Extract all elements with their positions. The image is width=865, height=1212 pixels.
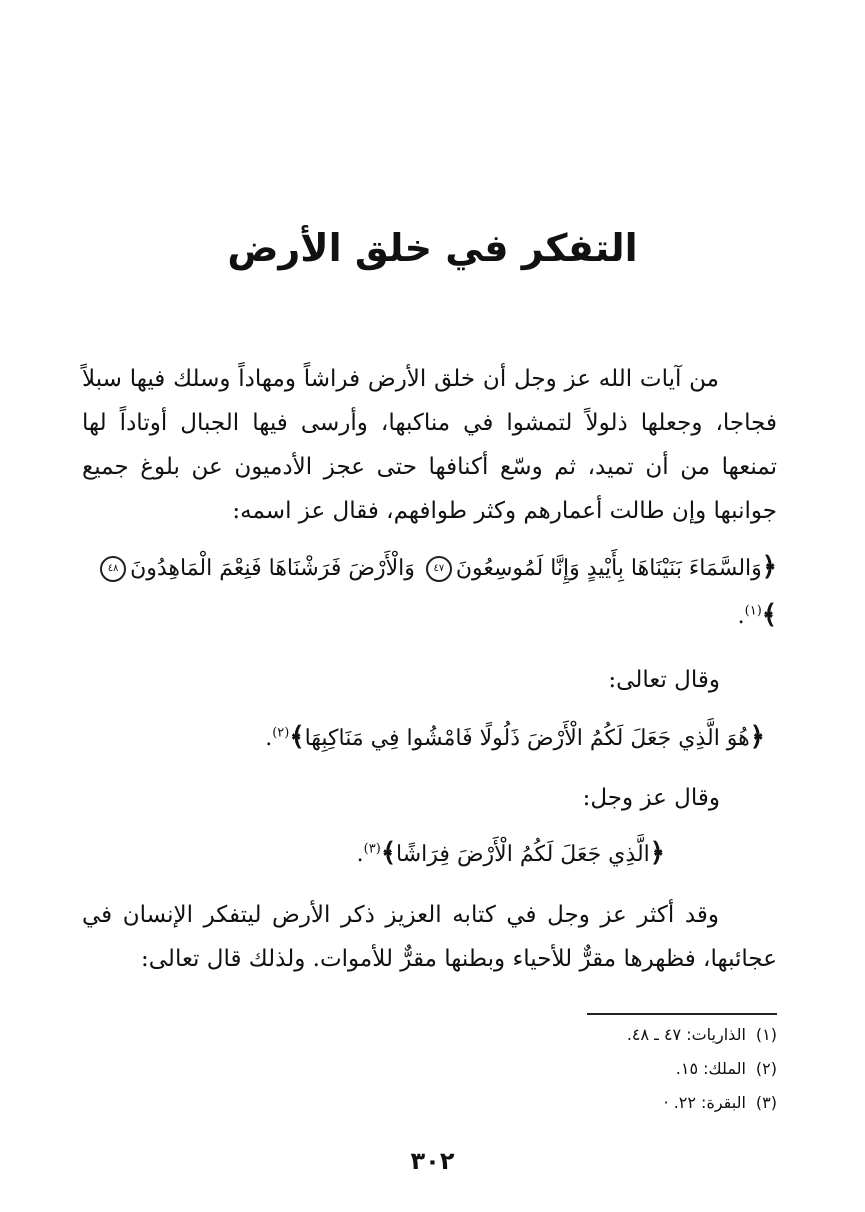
footnote-text: الملك: ١٥. (675, 1059, 746, 1078)
footnote-text: البقرة: ٢٢. · (663, 1093, 746, 1112)
quote-close-bracket: ﴾ (289, 722, 305, 752)
quote-intro-label: وقال عز وجل: (582, 785, 720, 811)
quran-quote-2 (82, 714, 765, 762)
closing-paragraph: وقد أكثر عز وجل في كتابه العزيز ذكر الأرض ليتفكر الإنسان في عجائبها، فظهرها مقرٌّ للأحياء وبطنها مقرٌّ للأموات. ولذلك قال تعالى: (82, 902, 777, 972)
ayah-number-marker: ٤٨ (100, 556, 126, 582)
footnote-number: (٣) (755, 1093, 777, 1112)
footnote-item (377, 1086, 777, 1120)
footnote-reference: (١) (744, 603, 762, 619)
quote-text: هُوَ الَّذِي جَعَلَ لَكُمُ الْأَرْضَ ذَلُولًا فَامْشُوا فِي مَنَاكِبِهَا (304, 726, 750, 751)
footnote-divider (587, 1013, 777, 1015)
footnote-reference: (٢) (272, 725, 290, 741)
intro-paragraph: من آيات الله عز وجل أن خلق الأرض فراشاً ومهاداً وسلك فيها سبلاً فجاجا، وجعلها ذلولاً لتمشوا في مناكبها، وأرسى فيها الجبال أوتاداً لها تمنعها من أن تميد، ثم وسّع أكنافها حتى عجز الأدميون عن بلوغ جميع جوانبها وإن طالت أعمارهم وكثر طوافهم، فقال عز اسمه: (82, 366, 777, 524)
ayah-number-marker: ٤٧ (426, 556, 452, 582)
footnotes (377, 1018, 777, 1120)
quote-text: وَالْأَرْضَ فَرَشْنَاهَا فَنِعْمَ الْمَاهِدُونَ (130, 556, 415, 581)
footnote-text: الذاريات: ٤٧ ـ ٤٨. (626, 1025, 746, 1044)
quran-quote-3 (82, 830, 665, 878)
footnote-reference: (٣) (363, 841, 381, 857)
footnote-item (377, 1018, 777, 1052)
quote-close-bracket: ﴾ (761, 600, 777, 630)
chapter-title: التفكر في خلق الأرض (227, 226, 638, 270)
quote-open-bracket: ﴿ (749, 722, 765, 752)
footnote-number: (٢) (755, 1059, 777, 1078)
quote-text: الَّذِي جَعَلَ لَكُمُ الْأَرْضَ فِرَاشًا (396, 842, 650, 867)
quote-close-bracket: ﴾ (380, 838, 397, 868)
quote-open-bracket: ﴿ (761, 552, 777, 582)
quote-intro-label: وقال تعالى: (608, 667, 720, 693)
quote-open-bracket: ﴿ (649, 838, 665, 868)
footnote-number: (١) (755, 1025, 777, 1044)
footnote-item (377, 1052, 777, 1086)
quran-quote-1 (82, 544, 777, 640)
page-number: ٣٠٢ (410, 1147, 455, 1175)
quote-end: . (265, 726, 273, 751)
quote-text: وَالسَّمَاءَ بَنَيْنَاهَا بِأَيْيدٍ وَإِنَّا لَمُوسِعُونَ (455, 556, 762, 581)
quote-end: . (737, 604, 745, 629)
quote-end: . (356, 842, 364, 867)
